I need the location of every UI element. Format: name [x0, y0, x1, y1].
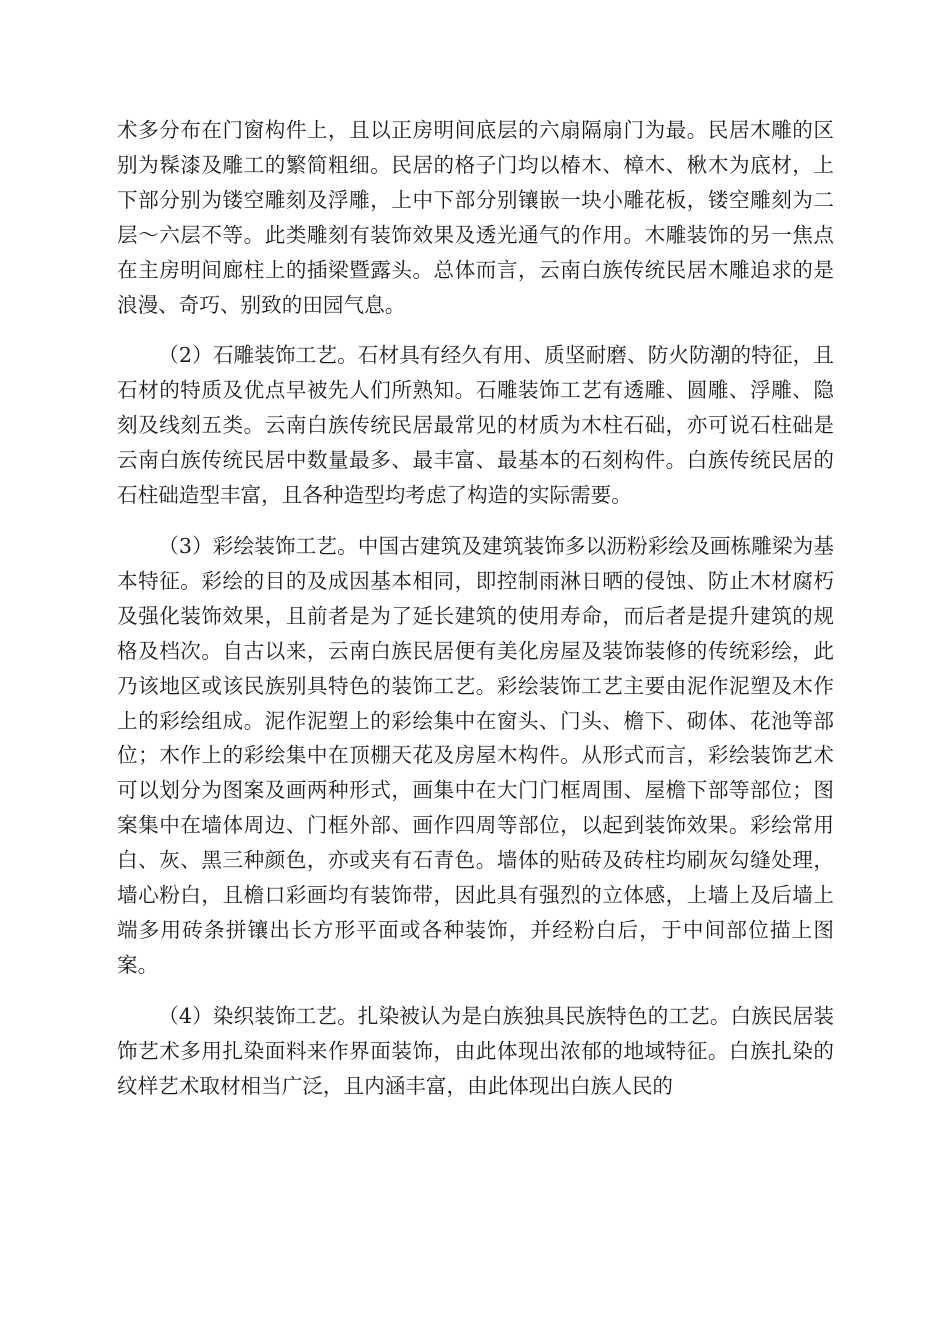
- paragraph-dyeing-weaving: （4）染织装饰工艺。扎染被认为是白族独具民族特色的工艺。白族民居装饰艺术多用扎染面料来作界面装饰，由此体现出浓郁的地域特征。白族扎染的纹样艺术取材相当广泛，且内涵丰富，由此体现出白族人民的: [117, 1003, 834, 1098]
- body-text: [117, 113, 834, 1103]
- paragraph-stone-carving: （2）石雕装饰工艺。石材具有经久有用、质坚耐磨、防火防潮的特征，且石材的特质及优点早被先人们所熟知。石雕装饰工艺有透雕、圆雕、浮雕、隐刻及线刻五类。云南白族传统民居最常见的材质为木柱石础，亦可说石柱础是云南白族传统民居中数量最多、最丰富、最基本的石刻构件。白族传统民居的石柱础造型丰富，且各种造型均考虑了构造的实际需要。: [117, 343, 834, 508]
- paragraph-wood-carving-continued: 术多分布在门窗构件上，且以正房明间底层的六扇隔扇门为最。民居木雕的区别为髹漆及雕工的繁简粗细。民居的格子门均以椿木、樟木、楸木为底材，上下部分别为镂空雕刻及浮雕，上中下部分别镶嵌一块小雕花板，镂空雕刻为二层～六层不等。此类雕刻有装饰效果及透光通气的作用。木雕装饰的另一焦点在主房明间廊柱上的插梁暨露头。总体而言，云南白族传统民居木雕追求的是浪漫、奇巧、别致的田园气息。: [117, 118, 834, 317]
- paragraph-painted-decoration: （3）彩绘装饰工艺。中国古建筑及建筑装饰多以沥粉彩绘及画栋雕梁为基本特征。彩绘的目的及成因基本相同，即控制雨淋日晒的侵蚀、防止木材腐朽及强化装饰效果，且前者是为了延长建筑的使用寿命，而后者是提升建筑的规格及档次。自古以来，云南白族民居便有美化房屋及装饰装修的传统彩绘，此乃该地区或该民族别具特色的装饰工艺。彩绘装饰工艺主要由泥作泥塑及木作上的彩绘组成。泥作泥塑上的彩绘集中在窗头、门头、檐下、砌体、花池等部位；木作上的彩绘集中在顶棚天花及房屋木构件。从形式而言，彩绘装饰艺术可以划分为图案及画两种形式，画集中在大门门框周围、屋檐下部等部位；图案集中在墙体周边、门框外部、画作四周等部位，以起到装饰效果。彩绘常用白、灰、黑三种颜色，亦或夹有石青色。墙体的贴砖及砖柱均刷灰勾缝处理，墙心粉白，且檐口彩画均有装饰带，因此具有强烈的立体感，上墙上及后墙上端多用砖条拼镶出长方形平面或各种装饰，并经粉白后，于中间部位描上图案。: [117, 533, 834, 977]
